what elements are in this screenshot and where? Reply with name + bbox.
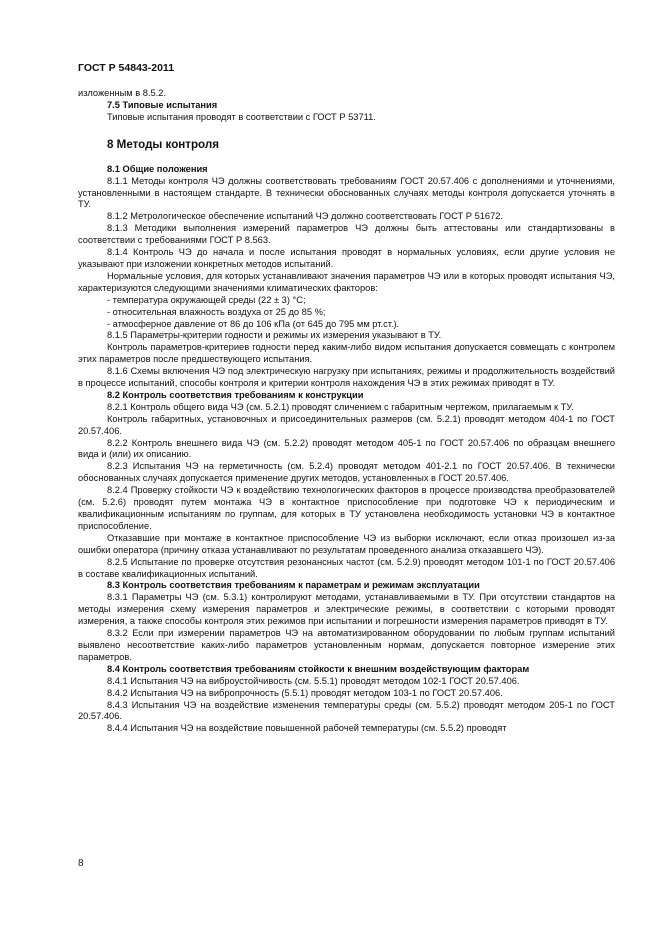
paragraph: 8.4.4 Испытания ЧЭ на воздействие повышенной рабочей температуры (см. 5.5.2) проводят <box>107 723 507 734</box>
paragraph: 8.2.5 Испытание по проверке отсутствия резонансных частот (см. 5.2.9) проводят методом 101-1 по ГОСТ 20.57.406 в составе квалификационных испытаний. <box>78 556 615 579</box>
paragraph: 8.2.2 Контроль внешнего вида ЧЭ (см. 5.2.2) проводят методом 405-1 по ГОСТ 20.57.406 по образцам внешнего вида и (или) их описанию. <box>78 437 615 460</box>
page-number: 8 <box>78 858 84 869</box>
paragraph: 8.4.2 Испытания ЧЭ на вибропрочность (5.5.1) проводят методом 103-1 по ГОСТ 20.57.406. <box>107 687 503 698</box>
section-heading: 8.3 Контроль соответствия требованиям к параметрам и режимам эксплуатации <box>107 580 480 591</box>
paragraph: Нормальные условия, для которых устанавливают значения параметров ЧЭ или в которых проводят испытания ЧЭ, характеризуются следующими значениями климатических факторов: <box>78 270 615 293</box>
section-heading: 8.2 Контроль соответствия требованиям к конструкции <box>107 389 364 400</box>
paragraph: 8.3.2 Если при измерении параметров ЧЭ на автоматизированном оборудовании по любым группам испытаний выявлено несоответствие каких-либо параметров установленным нормам, допускается повторное измерение этих параметров. <box>78 628 615 662</box>
paragraph: 8.1.3 Методики выполнения измерений параметров ЧЭ должны быть аттестованы или стандартизованы в соответствии с требованиями ГОСТ Р 8.563. <box>78 223 615 246</box>
paragraph: 8.2.1 Контроль общего вида ЧЭ (см. 5.2.1) проводят сличением с габаритным чертежом, прилагаемым к ТУ. <box>107 401 574 412</box>
paragraph: 8.4.1 Испытания ЧЭ на виброустойчивость (см. 5.5.1) проводят методом 102-1 ГОСТ 20.57.406. <box>107 675 520 686</box>
paragraph: 8.1.1 Методы контроля ЧЭ должны соответствовать требованиям ГОСТ 20.57.406 с дополнениями и уточнениями, установленными в настоящем стандарте. В технически обоснованных случаях методы контроля допускается уточнять в ТУ. <box>78 175 615 210</box>
paragraph: 8.2.4 Проверку стойкости ЧЭ к воздействию технологических факторов в процессе производства преобразователей (см. 5.2.6) проводят путем монтажа ЧЭ в контактное приспособление при подготовке ЧЭ к периодическим и квалификационным испытаниям по группам, для которых в ТУ установлена необходимость установки ЧЭ в контактное приспособление. <box>78 485 615 531</box>
paragraph: 8.2.3 Испытания ЧЭ на герметичность (см. 5.2.4) проводят методом 401-2.1 по ГОСТ 20.57.406. В технически обоснованных случаях допускается применение других методов, установленных в ГОСТ 20.57.406. <box>78 461 615 484</box>
paragraph: Типовые испытания проводят в соответствии с ГОСТ Р 53711. <box>107 111 376 122</box>
paragraph: Контроль параметров-критериев годности перед каким-либо видом испытания допускается совмещать с контролем этих параметров после предшествующего испытания. <box>78 342 615 365</box>
paragraph: 8.1.2 Метрологическое обеспечение испытаний ЧЭ должно соответствовать ГОСТ Р 51672. <box>107 211 504 222</box>
section-heading: 8 Методы контроля <box>107 137 219 151</box>
section-heading: 8.1 Общие положения <box>107 163 208 174</box>
paragraph: - относительная влажность воздуха от 25 до 85 %; <box>107 306 326 317</box>
paragraph: Контроль габаритных, установочных и присоединительных размеров (см. 5.2.1) проводят методом 404-1 по ГОСТ 20.57.406. <box>78 413 615 436</box>
paragraph: изложенным в 8.5.2. <box>78 88 167 98</box>
document-header: ГОСТ Р 54843-2011 <box>78 62 175 74</box>
paragraph: 8.3.1 Параметры ЧЭ (см. 5.3.1) контролируют методами, устанавливаемыми в ТУ. При отсутствии стандартов на методы измерения схему измерения параметров и электрические режимы, в соответствии с которыми проводят измерения, а также способы контроля этих режимов при испытании и погрешности измерения параметров приводят в ТУ. <box>78 592 615 627</box>
paragraph: 8.1.4 Контроль ЧЭ до начала и после испытания проводят в нормальных условиях, если другие условия не указывают при изложении конкретных методов испытаний. <box>78 247 615 269</box>
document-body <box>78 88 615 735</box>
paragraph: - температура окружающей среды (22 ± 3) °С; <box>107 294 306 305</box>
section-heading: 8.4 Контроль соответствия требованиям стойкости к внешним воздействующим факторам <box>107 663 530 674</box>
paragraph: Отказавшие при монтаже в контактное приспособление ЧЭ из выборки исключают, если отказ произошел из-за ошибки оператора (причину отказа устанавливают по результатам проведенного анализа отказавшего ЧЭ). <box>78 532 615 555</box>
paragraph: 8.1.5 Параметры-критерии годности и режимы их измерения указывают в ТУ. <box>107 330 442 341</box>
section-heading: 7.5 Типовые испытания <box>107 99 218 110</box>
paragraph: 8.4.3 Испытания ЧЭ на воздействие изменения температуры среды (см. 5.5.2) проводят методом 205-1 по ГОСТ 20.57.406. <box>78 699 615 722</box>
paragraph: 8.1.6 Схемы включения ЧЭ под электрическую нагрузку при испытаниях, режимы и продолжительность воздействий в процессе испытаний, способы контроля и критерии контроля нахождения ЧЭ в этих режимах приводят в ТУ. <box>78 366 615 389</box>
paragraph: - атмосферное давление от 86 до 106 кПа (от 645 до 795 мм рт.ст.). <box>107 318 400 329</box>
